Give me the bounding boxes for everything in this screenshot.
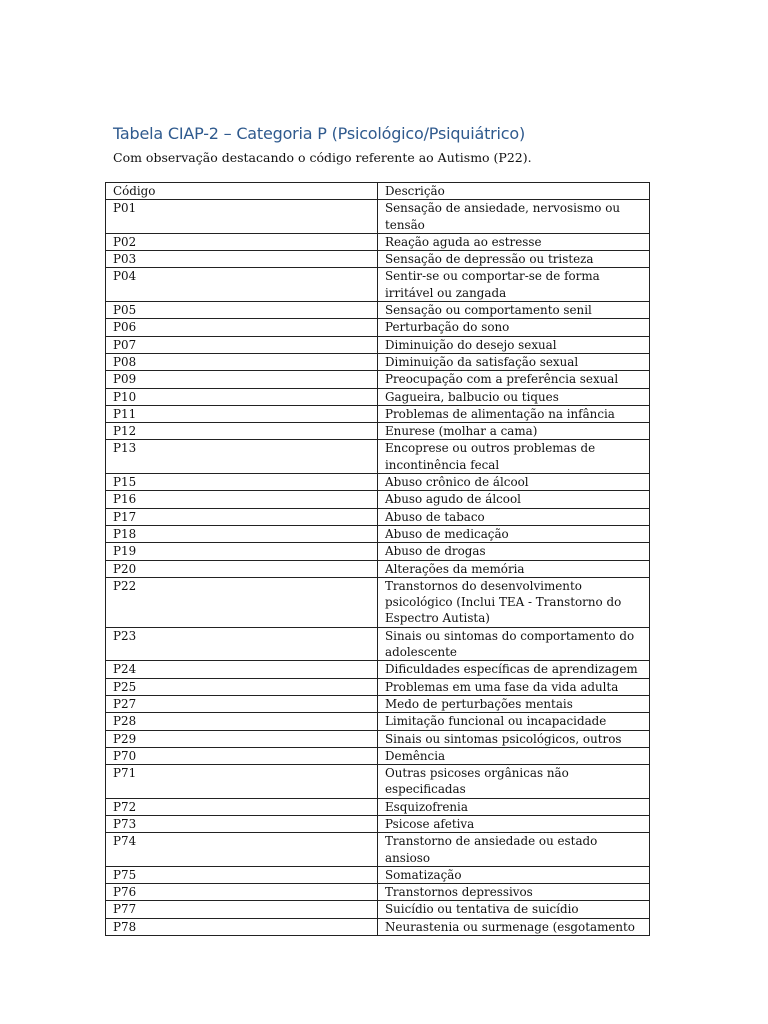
table-row [106, 251, 650, 268]
cell-description: Alterações da memória [378, 560, 650, 577]
cell-description: Abuso de tabaco [378, 508, 650, 525]
cell-description: Sinais ou sintomas psicológicos, outros [378, 730, 650, 747]
cell-code: P76 [106, 884, 378, 901]
cell-description: Problemas de alimentação na infância [378, 405, 650, 422]
cell-code: P09 [106, 371, 378, 388]
cell-code: P10 [106, 388, 378, 405]
table-row [106, 302, 650, 319]
table-row [106, 747, 650, 764]
cell-description: Reação aguda ao estresse [378, 233, 650, 250]
table-row [106, 371, 650, 388]
column-header-code: Código [106, 183, 378, 200]
cell-description: Sensação de ansiedade, nervosismo ou tensão [378, 200, 650, 234]
cell-description: Sinais ou sintomas do comportamento do adolescente [378, 627, 650, 661]
cell-code: P25 [106, 678, 378, 695]
table-row [106, 901, 650, 918]
table-row [106, 833, 650, 867]
cell-code: P29 [106, 730, 378, 747]
cell-description: Somatização [378, 866, 650, 883]
cell-description: Sentir-se ou comportar-se de forma irritável ou zangada [378, 268, 650, 302]
cell-code: P03 [106, 251, 378, 268]
cell-description: Diminuição da satisfação sexual [378, 353, 650, 370]
cell-code: P12 [106, 423, 378, 440]
cell-code: P13 [106, 440, 378, 474]
table-row [106, 233, 650, 250]
table-row [106, 884, 650, 901]
cell-code: P05 [106, 302, 378, 319]
document-subtitle: Com observação destacando o código referente ao Autismo (P22). [113, 150, 532, 165]
cell-code: P22 [106, 577, 378, 627]
cell-code: P06 [106, 319, 378, 336]
table-row [106, 388, 650, 405]
ciap-table [105, 182, 650, 936]
cell-description: Abuso de drogas [378, 543, 650, 560]
cell-code: P07 [106, 336, 378, 353]
table-row [106, 866, 650, 883]
cell-description: Sensação de depressão ou tristeza [378, 251, 650, 268]
table-row [106, 543, 650, 560]
cell-code: P18 [106, 525, 378, 542]
cell-description: Suicídio ou tentativa de suicídio [378, 901, 650, 918]
cell-code: P02 [106, 233, 378, 250]
cell-code: P20 [106, 560, 378, 577]
table-row [106, 491, 650, 508]
table-row [106, 918, 650, 935]
cell-description: Outras psicoses orgânicas não especificadas [378, 765, 650, 799]
table-row [106, 695, 650, 712]
cell-description: Diminuição do desejo sexual [378, 336, 650, 353]
table-row [106, 730, 650, 747]
cell-description: Medo de perturbações mentais [378, 695, 650, 712]
cell-description: Neurastenia ou surmenage (esgotamento [378, 918, 650, 935]
table-row [106, 815, 650, 832]
cell-description: Demência [378, 747, 650, 764]
cell-code: P75 [106, 866, 378, 883]
table-row [106, 713, 650, 730]
table-row [106, 560, 650, 577]
cell-description: Sensação ou comportamento senil [378, 302, 650, 319]
cell-code: P27 [106, 695, 378, 712]
table-row [106, 508, 650, 525]
table-row [106, 627, 650, 661]
cell-code: P01 [106, 200, 378, 234]
cell-description: Gagueira, balbucio ou tiques [378, 388, 650, 405]
cell-code: P28 [106, 713, 378, 730]
column-header-description: Descrição [378, 183, 650, 200]
table-body [106, 200, 650, 936]
cell-code: P17 [106, 508, 378, 525]
table-row [106, 525, 650, 542]
table-row [106, 423, 650, 440]
cell-code: P04 [106, 268, 378, 302]
cell-code: P73 [106, 815, 378, 832]
table-row [106, 474, 650, 491]
cell-description: Psicose afetiva [378, 815, 650, 832]
table-row [106, 440, 650, 474]
cell-code: P15 [106, 474, 378, 491]
cell-description: Abuso de medicação [378, 525, 650, 542]
cell-description: Esquizofrenia [378, 798, 650, 815]
table-row [106, 405, 650, 422]
cell-description: Abuso crônico de álcool [378, 474, 650, 491]
cell-code: P24 [106, 661, 378, 678]
cell-description: Perturbação do sono [378, 319, 650, 336]
cell-code: P08 [106, 353, 378, 370]
cell-description: Limitação funcional ou incapacidade [378, 713, 650, 730]
table-row [106, 678, 650, 695]
table-row [106, 577, 650, 627]
cell-code: P78 [106, 918, 378, 935]
table-row [106, 765, 650, 799]
cell-code: P74 [106, 833, 378, 867]
cell-code: P70 [106, 747, 378, 764]
table-row [106, 336, 650, 353]
table-row [106, 661, 650, 678]
cell-description: Encoprese ou outros problemas de incontinência fecal [378, 440, 650, 474]
cell-code: P11 [106, 405, 378, 422]
cell-code: P23 [106, 627, 378, 661]
table-row [106, 353, 650, 370]
document-title: Tabela CIAP-2 – Categoria P (Psicológico/Psiquiátrico) [113, 124, 526, 143]
cell-description: Preocupação com a preferência sexual [378, 371, 650, 388]
cell-code: P16 [106, 491, 378, 508]
cell-code: P72 [106, 798, 378, 815]
cell-code: P71 [106, 765, 378, 799]
cell-description: Problemas em uma fase da vida adulta [378, 678, 650, 695]
cell-description: Transtornos depressivos [378, 884, 650, 901]
table-header-row [106, 183, 650, 200]
cell-code: P77 [106, 901, 378, 918]
cell-description: Dificuldades específicas de aprendizagem [378, 661, 650, 678]
table-row [106, 319, 650, 336]
table-row [106, 798, 650, 815]
cell-description: Transtorno de ansiedade ou estado ansioso [378, 833, 650, 867]
cell-description: Transtornos do desenvolvimento psicológico (Inclui TEA - Transtorno do Espectro Autista) [378, 577, 650, 627]
cell-description: Abuso agudo de álcool [378, 491, 650, 508]
cell-description: Enurese (molhar a cama) [378, 423, 650, 440]
cell-code: P19 [106, 543, 378, 560]
table-row [106, 200, 650, 234]
table-row [106, 268, 650, 302]
